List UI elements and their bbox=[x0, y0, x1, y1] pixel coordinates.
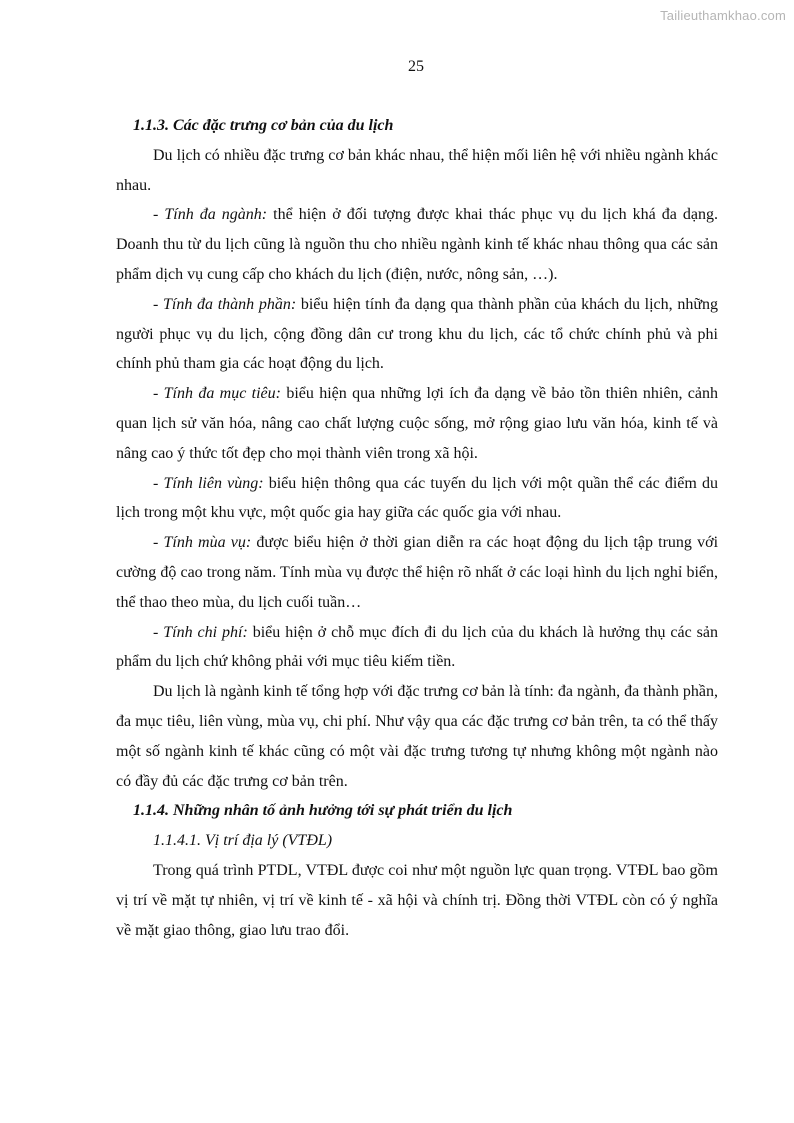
characteristic-description: biểu hiện tính đa dạng qua thành phần của khách du lịch, những người phục vụ du lịch, cộng đồng dân cư trong khu du lịch, các tổ chức chính phủ và phi chính phủ tham gia các hoạt động du lịch. bbox=[116, 295, 718, 373]
characteristic-term: - Tính chi phí: bbox=[153, 623, 248, 641]
document-body bbox=[116, 111, 718, 945]
watermark-text: Tailieuthamkhao.com bbox=[660, 8, 786, 23]
section-intro-paragraph: Du lịch có nhiều đặc trưng cơ bản khác nhau, thể hiện mối liên hệ với nhiều ngành khác nhau. bbox=[116, 146, 718, 194]
characteristic-description: biểu hiện thông qua các tuyến du lịch với một quần thể các điểm du lịch trong một khu vực, một quốc gia hay giữa các quốc gia với nhau. bbox=[116, 474, 718, 522]
characteristic-item-multi-sector bbox=[116, 200, 718, 289]
characteristic-item-cost bbox=[116, 618, 718, 678]
page-number: 25 bbox=[408, 58, 424, 75]
section-summary-paragraph: Du lịch là ngành kinh tế tổng hợp với đặc trưng cơ bản là tính: đa ngành, đa thành phần, đa mục tiêu, liên vùng, mùa vụ, chi phí. Như vậy qua các đặc trưng cơ bản trên, ta có thể thấy một số ngành kinh tế khác cũng có một vài đặc trưng tương tự nhưng không một ngành nào có đầy đủ các đặc trưng cơ bản trên. bbox=[116, 683, 718, 790]
characteristic-term: - Tính mùa vụ: bbox=[153, 534, 252, 552]
characteristic-term: - Tính đa thành phần: bbox=[153, 295, 297, 313]
characteristic-term: - Tính đa ngành: bbox=[153, 206, 268, 224]
subsection-paragraph: Trong quá trình PTDL, VTĐL được coi như một nguồn lực quan trọng. VTĐL bao gồm vị trí về mặt tự nhiên, vị trí về kinh tế - xã hội và chính trị. Đồng thời VTĐL còn có ý nghĩa về mặt giao thông, giao lưu trao đổi. bbox=[116, 861, 718, 939]
characteristic-description: được biểu hiện ở thời gian diễn ra các hoạt động du lịch tập trung với cường độ cao trong năm. Tính mùa vụ được thể hiện rõ nhất ở các loại hình du lịch nghỉ biển, thể thao theo mùa, du lịch cuối tuần… bbox=[116, 534, 719, 611]
characteristic-item-multi-objective bbox=[116, 379, 718, 468]
characteristic-description: biểu hiện qua những lợi ích đa dạng về bảo tồn thiên nhiên, cảnh quan lịch sử văn hóa, nâng cao chất lượng cuộc sống, mở rộng giao lưu văn hóa, kinh tế và nâng cao ý thức tốt đẹp cho mọi thành viên trong xã hội. bbox=[116, 385, 718, 462]
characteristic-item-seasonal bbox=[116, 528, 718, 617]
characteristic-description: biểu hiện ở chỗ mục đích đi du lịch của du khách là hưởng thụ các sản phẩm du lịch chứ không phải với mục tiêu kiếm tiền. bbox=[116, 623, 718, 671]
characteristic-term: - Tính liên vùng: bbox=[153, 474, 264, 492]
characteristic-description: thể hiện ở đối tượng được khai thác phục vụ du lịch khá đa dạng. Doanh thu từ du lịch cũng là nguồn thu cho nhiều ngành kinh tế khác nhau thông qua các sản phẩm dịch vụ cung cấp cho khách du lịch (điện, nước, nông sản, …). bbox=[116, 206, 719, 283]
characteristic-item-inter-regional bbox=[116, 469, 718, 529]
characteristic-item-multi-component bbox=[116, 290, 718, 379]
characteristic-term: - Tính đa mục tiêu: bbox=[153, 385, 281, 403]
section-heading-1-1-3: 1.1.3. Các đặc trưng cơ bản của du lịch bbox=[133, 117, 394, 134]
section-heading-1-1-4: 1.1.4. Những nhân tố ảnh hưởng tới sự phát triển du lịch bbox=[133, 802, 513, 820]
subsection-heading-1-1-4-1: 1.1.4.1. Vị trí địa lý (VTĐL) bbox=[153, 832, 333, 850]
